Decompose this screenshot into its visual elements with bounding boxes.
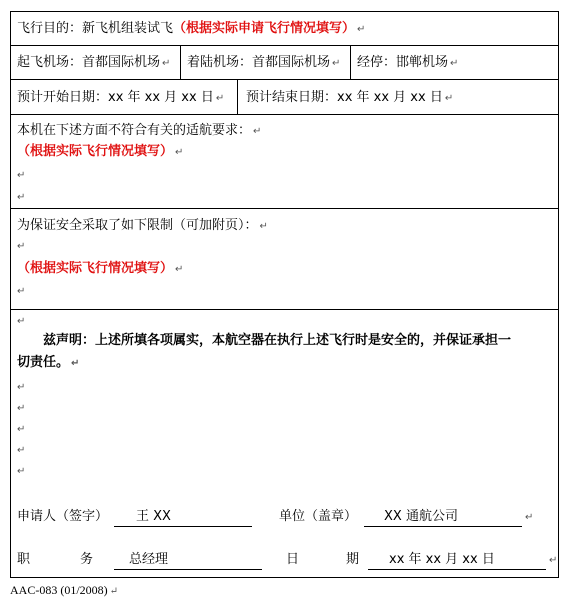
restrictions-label: 为保证安全采取了如下限制（可加附页）： xyxy=(17,218,258,233)
paragraph-mark-icon: ↵ xyxy=(71,358,80,369)
landing-airport: 着陆机场：首都国际机场 xyxy=(187,55,331,70)
declaration-line-2: 切责任。 xyxy=(17,355,70,370)
flight-application-form xyxy=(10,11,559,578)
paragraph-mark-icon: ↵ xyxy=(549,555,558,566)
flight-purpose-row xyxy=(11,12,558,46)
paragraph-mark-icon: ↵ xyxy=(17,241,26,252)
nonconformity-row xyxy=(11,115,558,209)
paragraph-mark-icon: ↵ xyxy=(450,58,459,69)
start-date-cell xyxy=(11,80,238,114)
airports-row xyxy=(11,46,558,80)
departure-cell xyxy=(11,46,181,79)
signing-date: xx 年 xx 月 xx 日 xyxy=(389,552,495,567)
restrictions-note: （根据实际飞行情况填写） xyxy=(17,261,174,276)
departure-airport: 起飞机场：首都国际机场 xyxy=(17,55,161,70)
flight-purpose-note: （根据实际申请飞行情况填写） xyxy=(173,21,356,36)
paragraph-mark-icon: ↵ xyxy=(17,403,26,414)
paragraph-mark-icon: ↵ xyxy=(109,586,119,597)
date-underline xyxy=(368,569,546,570)
paragraph-mark-icon: ↵ xyxy=(17,445,26,456)
paragraph-mark-icon: ↵ xyxy=(17,424,26,435)
flight-purpose-field xyxy=(17,21,365,38)
paragraph-mark-icon: ↵ xyxy=(17,316,26,327)
paragraph-mark-icon: ↵ xyxy=(17,192,26,203)
paragraph-mark-icon: ↵ xyxy=(357,24,366,35)
title-label-2: 务 xyxy=(80,552,94,567)
paragraph-mark-icon: ↵ xyxy=(253,126,262,137)
paragraph-mark-icon: ↵ xyxy=(175,264,184,275)
paragraph-mark-icon: ↵ xyxy=(17,466,26,477)
date-label-1: 日 xyxy=(286,552,300,567)
start-date: 预计开始日期：xx 年 xx 月 xx 日 xyxy=(17,90,214,105)
paragraph-mark-icon: ↵ xyxy=(259,221,268,232)
paragraph-mark-icon: ↵ xyxy=(444,93,454,104)
paragraph-mark-icon: ↵ xyxy=(17,170,26,181)
unit-stamp: XX 通航公司 xyxy=(384,509,458,524)
paragraph-mark-icon: ↵ xyxy=(525,512,534,523)
declaration-line-1: 兹声明：上述所填各项属实，本航空器在执行上述飞行时是安全的，并保证承担一 xyxy=(43,333,512,348)
applicant-underline xyxy=(114,526,252,527)
paragraph-mark-icon: ↵ xyxy=(17,286,26,297)
paragraph-mark-icon: ↵ xyxy=(332,58,341,69)
end-date-cell xyxy=(246,90,453,107)
paragraph-mark-icon: ↵ xyxy=(175,147,184,158)
nonconformity-note: （根据实际飞行情况填写） xyxy=(17,144,174,159)
form-code-footer xyxy=(10,583,118,598)
declaration-section xyxy=(11,310,558,578)
flight-purpose-label: 飞行目的：新飞机组装试飞 xyxy=(17,21,174,36)
paragraph-mark-icon: ↵ xyxy=(17,382,26,393)
landing-cell xyxy=(181,46,351,79)
paragraph-mark-icon: ↵ xyxy=(162,58,171,69)
end-date: 预计结束日期：xx 年 xx 月 xx 日 xyxy=(246,90,443,105)
unit-label: 单位（盖章） xyxy=(279,509,358,524)
paragraph-mark-icon: ↵ xyxy=(215,93,225,104)
applicant-signature: 王 XX xyxy=(136,509,171,524)
dates-row xyxy=(11,80,558,115)
title-label-1: 职 xyxy=(17,552,31,567)
applicant-label: 申请人（签字） xyxy=(17,509,109,524)
date-label-2: 期 xyxy=(346,552,360,567)
nonconformity-label: 本机在下述方面不符合有关的适航要求： xyxy=(17,123,252,138)
restrictions-row xyxy=(11,209,558,310)
unit-underline xyxy=(364,526,522,527)
stopover-cell xyxy=(357,55,458,72)
stopover-airport: 经停：邯郸机场 xyxy=(357,55,449,70)
title-underline xyxy=(114,569,262,570)
form-code: AAC-083 (01/2008) xyxy=(10,583,108,597)
title-value: 总经理 xyxy=(129,552,169,567)
